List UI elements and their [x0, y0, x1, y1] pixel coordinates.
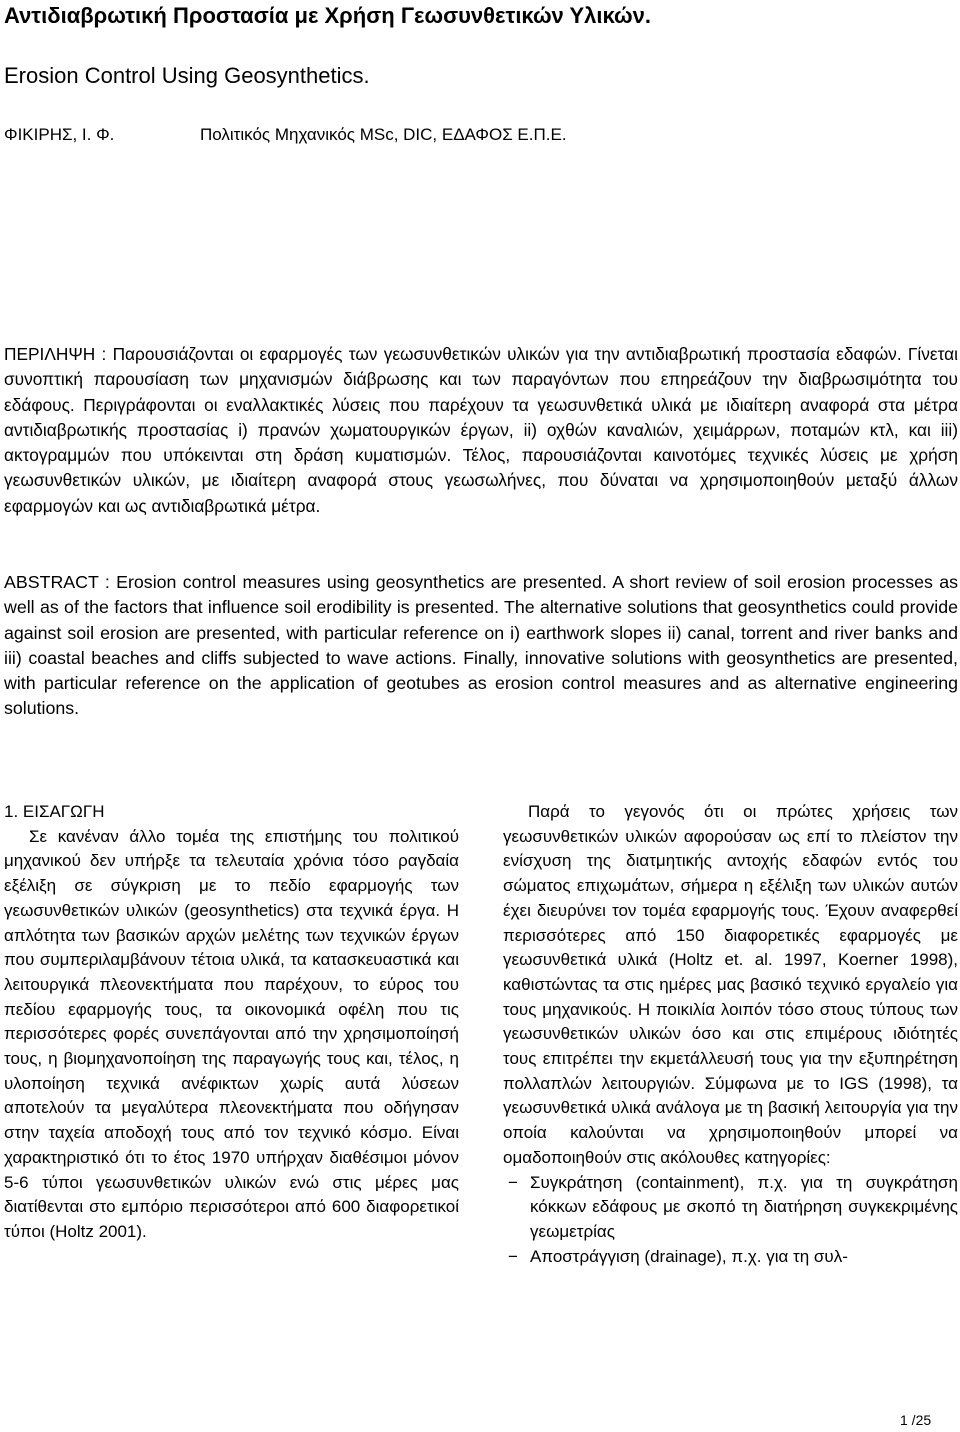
right-column [503, 800, 958, 1269]
list-item [503, 1245, 958, 1270]
page-number: 1 /25 [900, 1412, 932, 1428]
section-heading: 1. ΕΙΣΑΓΩΓΗ [4, 802, 105, 821]
author-affiliation: Πολιτικός Μηχανικός MSc, DIC, ΕΔΑΦΟΣ Ε.Π.Ε. [200, 125, 567, 144]
dash-bullet-icon: − [508, 1172, 518, 1192]
abstract-greek: ΠΕΡΙΛΗΨΗ : Παρουσιάζονται οι εφαρμογές των γεωσυνθετικών υλικών για την αντιδιαβρωτική προστασία εδαφών. Γίνεται συνοπτική παρουσίαση των μηχανισμών διάβρωσης και των παραγόντων που επηρεάζουν την διαβρωσιμότητα του εδάφους. Περιγράφονται οι εναλλακτικές λύσεις που παρέχουν τα γεωσυνθετικά υλικά με ιδιαίτερη αναφορά στα μέτρα αντιδιαβρωτικής προστασίας i) πρανών χωματουργικών έργων, ii) οχθών καναλιών, χειμάρρων, ποταμών κτλ, και iii) ακτογραμμών που υπόκεινται στη δράση κυματισμών. Τέλος, παρουσιάζονται καινοτόμες τεχνικές λύσεις με χρήση γεωσυνθετικών υλικών, με ιδιαίτερη αναφορά στους γεωσωλήνες, που δύναται να χρησιμοποιηθούν μεταξύ άλλων εφαρμογών και ως αντιδιαβρωτικά μέτρα. [4, 344, 958, 516]
left-column [4, 800, 459, 1245]
body-paragraph: Σε κανέναν άλλο τομέα της επιστήμης του πολιτικού μηχανικού δεν υπήρξε τα τελευταία χρόνια τόσο ραγδαία εξέλιξη σε σύγκριση με το πεδίο εφαρμογής των γεωσυνθετικών υλικών (geosynthetics) στα τεχνικά έργα. Η απλότητα των βασικών αρχών μελέτης των τεχνικών έργων που συμπεριλαμβάνουν τέτοια υλικά, τα κατασκευαστικά και λειτουργικά πλεονεκτήματα που παρέχουν, το εύρος του πεδίου εφαρμογής τους, τα οικονομικά οφέλη που τις περισσότερες φορές συνεπάγονται από την χρησιμοποίησή τους, η βιομηχανοποίηση της παραγωγής τους και, τέλος, η υλοποίηση τεχνικά ανέφικτων χωρίς αυτά λύσεων αποτελούν τα μεγαλύτερα πλεονεκτήματα που οδήγησαν στην ταχεία αποδοχή τους από τον τεχνικό κόσμο. Είναι χαρακτηριστικό ότι το έτος 1970 υπήρχαν διαθέσιμοι μόνον 5-6 τύποι γεωσυνθετικών υλικών ενώ στις μέρες μας διατίθενται στο εμπόριο περισσότεροι από 600 διαφορετικοί τύποι (Holtz 2001). [4, 826, 459, 1241]
abstract-english: ABSTRACT : Erosion control measures using geosynthetics are presented. A short review of soil erosion processes as well as of the factors that influence soil erodibility is presented. The alternative solutions that geosynthetics could provide against soil erosion are presented, with particular reference on i) earthwork slopes ii) canal, torrent and river banks and iii) coastal beaches and cliffs subjected to wave actions. Finally, innovative solutions with geosynthetics are presented, with particular reference on the application of geotubes as erosion control measures and as alternative engineering solutions. [4, 572, 958, 719]
list-item [503, 1171, 958, 1245]
title-greek: Αντιδιαβρωτική Προστασία με Χρήση Γεωσυνθετικών Υλικών. [4, 3, 651, 28]
dash-bullet-icon: − [508, 1246, 518, 1266]
list-item-text: Αποστράγγιση (drainage), π.χ. για τη συλ- [530, 1246, 848, 1266]
body-paragraph: Παρά το γεγονός ότι οι πρώτες χρήσεις των γεωσυνθετικών υλικών αφορούσαν ως επί το πλείστον την ενίσχυση της διατμητικής αντοχής εδαφών εντός του σώματος επιχωμάτων, σήμερα η εξέλιξη των υλικών αυτών έχει διευρύνει τον τομέα εφαρμογής τους. Έχουν αναφερθεί περισσότερες από 150 διαφορετικές εφαρμογές με γεωσυνθετικά υλικά (Holtz et. al. 1997, Koerner 1998), καθιστώντας τα στις ημέρες μας βασικό τεχνικό εργαλείο για τους μηχανικούς. Η ποικιλία λοιπόν τόσο στους τύπους των γεωσυνθετικών υλικών όσο και στις επιμέρους ιδιότητές τους επιτρέπει την εκμετάλλευσή τους για την εξυπηρέτηση πολλαπλών λειτουργιών. Σύμφωνα με το IGS (1998), τα γεωσυνθετικά υλικά ανάλογα με τη βασική λειτουργία για την οποία καλούνται να χρησιμοποιηθούν μπορεί να ομαδοποιηθούν στις ακόλουθες κατηγορίες: [503, 802, 958, 1167]
list-item-text: Συγκράτηση (containment), π.χ. για τη συγκράτηση κόκκων εδάφους με σκοπό τη διατήρηση συγκεκριμένης γεωμετρίας [530, 1172, 958, 1241]
title-english: Erosion Control Using Geosynthetics. [4, 63, 370, 88]
author-name: ΦΙΚΙΡΗΣ, Ι. Φ. [4, 125, 115, 144]
